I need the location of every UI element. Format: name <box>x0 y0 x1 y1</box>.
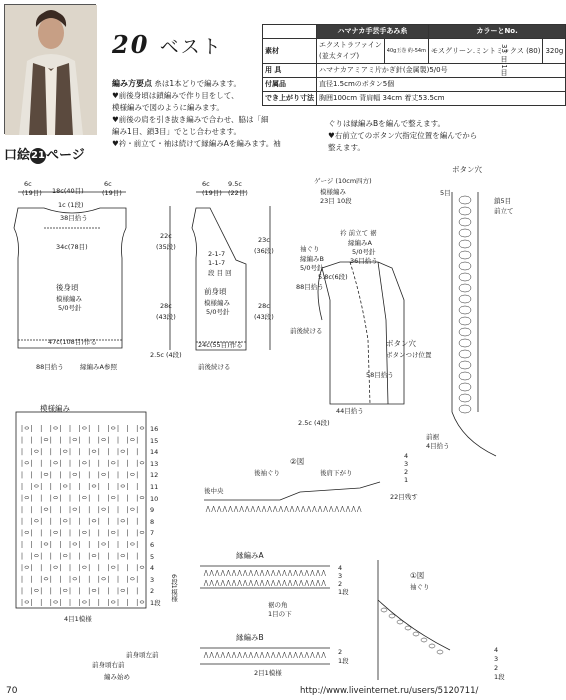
edge-stitch-mark <box>217 506 221 512</box>
chain-mark <box>44 508 48 510</box>
chain-mark <box>63 450 67 452</box>
front-bottom-width: 24c(55目)作る <box>198 341 243 349</box>
armhole-stitch-mark <box>421 638 427 642</box>
buttonhole-loop-mark <box>459 372 471 380</box>
instructions-heading: 編み方要点 <box>112 79 152 88</box>
side-rows-4: (43段) <box>254 313 274 321</box>
edge-stitch-mark <box>288 580 292 586</box>
edge-stitch-mark <box>282 652 286 658</box>
table-row: でき上がり寸法 胸囲100cm 背肩幅 34cm 着丈53.5cm <box>263 92 566 106</box>
back-pick-label: 38目拾う <box>60 214 88 222</box>
chain-mark <box>44 473 48 475</box>
chain-mark <box>25 496 29 498</box>
chain-mark <box>73 438 77 440</box>
button-position-label: ボタンつけ位置 <box>386 351 432 359</box>
edge-stitch-mark <box>316 570 320 576</box>
edge-stitch-mark <box>210 652 214 658</box>
edge-stitch-mark <box>256 506 260 512</box>
edge-stitch-mark <box>271 580 275 586</box>
buttonhole-chain: 鎖5目 <box>494 197 512 205</box>
armhole-hook: 5/0号針 <box>300 264 324 272</box>
edge-stitch-mark <box>322 570 326 576</box>
buttonhole-loop-mark <box>459 240 471 248</box>
instructions: 編み方要点 糸は1本どりで編みます。 ♥前後身頃は鎖編みで作り目をして、 模様編みで図のように編みます。 ♥前後の肩を引き抜き編みで合わせ、脇は「細 編み1目、鎖3目」でとじ合わせます。 ♥衿・前立て・袖は続けて縁編みAを編みます。袖 <box>112 79 281 148</box>
back-body-label: 後身頃 <box>56 283 79 292</box>
page-edge-text: 33 目 1目 <box>500 44 508 76</box>
front-body-label: 前身頃 <box>204 287 227 296</box>
front-body-outline <box>192 208 246 350</box>
edge-stitch-mark <box>288 570 292 576</box>
hem-pick: 44目拾う <box>336 407 364 415</box>
chain-mark <box>54 496 58 498</box>
chain-mark <box>111 531 115 533</box>
buttonhole-loop-mark <box>459 394 471 402</box>
chain-mark <box>73 508 77 510</box>
buttonhole-loop-mark <box>459 262 471 270</box>
edge-stitch-mark <box>232 652 236 658</box>
edge-a-note-2: 1目の下 <box>268 610 292 618</box>
chain-mark <box>73 543 77 545</box>
edge-stitch-mark <box>204 652 208 658</box>
edge-stitch-mark <box>357 506 361 512</box>
source-url: http://www.liveinternet.ru/users/5120711/ <box>300 686 479 696</box>
chain-mark <box>44 578 48 580</box>
buttonhole-loop-mark <box>459 317 471 325</box>
chain-mark <box>140 462 144 464</box>
fig1-subtitle: 袖ぐり <box>410 583 430 591</box>
instructions-continued: ぐりは縁編みBを編んで整えます。 ♥右前立てのボタン穴指定位置を編んでから 整えます。 <box>328 119 478 152</box>
page-ref-number: 21 <box>30 148 46 164</box>
chain-mark <box>63 554 67 556</box>
back-top-rows-right: (19目) <box>102 189 122 197</box>
side-rows-3: (36段) <box>254 247 274 255</box>
chain-mark <box>82 601 86 603</box>
table-row: 素材 エクストラファイン (並太タイプ) 40g玉巻 約-54m モスグリーン.ミントミックス (80) 320g <box>263 39 566 64</box>
buttonhole-loop-mark <box>459 361 471 369</box>
chain-mark <box>92 520 96 522</box>
edge-stitch-mark <box>288 652 292 658</box>
fig2-title: ②図 <box>290 457 305 466</box>
edge-stitch-mark <box>324 506 328 512</box>
fig2-left-caption: 後袖ぐり <box>254 469 280 477</box>
edge-stitch-mark <box>232 580 236 586</box>
armhole-stitch-mark <box>389 614 395 618</box>
fig1-rows: 4 3 2 1段 <box>494 646 505 681</box>
front-bottom-pick: 前後続ける <box>198 363 231 371</box>
chain-mark <box>54 531 58 533</box>
pattern-start-left: 前身頃右前 <box>92 661 125 669</box>
buttonhole-loop-mark <box>459 284 471 292</box>
page-ref-prefix: 口絵 <box>4 148 31 163</box>
chain-mark <box>130 438 134 440</box>
edge-stitch-mark <box>271 652 275 658</box>
edge-stitch-mark <box>260 652 264 658</box>
front-top-rows-right: (22目) <box>228 189 248 197</box>
chain-mark <box>140 427 144 429</box>
edge-stitch-mark <box>226 652 230 658</box>
buttonhole-loop-mark <box>459 273 471 281</box>
chain-mark <box>102 473 106 475</box>
edge-stitch-mark <box>243 580 247 586</box>
chain-mark <box>121 554 125 556</box>
pattern-start-right: 前身頃左前 <box>126 651 159 659</box>
edge-stitch-mark <box>279 506 283 512</box>
edge-stitch-mark <box>226 580 230 586</box>
edge-stitch-mark <box>305 580 309 586</box>
chain-mark <box>140 601 144 603</box>
chain-mark <box>102 438 106 440</box>
armhole-stitch-mark <box>381 608 387 612</box>
chain-mark <box>34 589 38 591</box>
edge-stitch-mark <box>206 506 210 512</box>
chain-mark <box>102 508 106 510</box>
front-top-dim-left: 6c <box>202 180 210 188</box>
edge-stitch-mark <box>290 506 294 512</box>
chain-mark <box>82 496 86 498</box>
chain-mark <box>111 462 115 464</box>
chain-mark <box>140 566 144 568</box>
edge-stitch-mark <box>254 580 258 586</box>
chain-mark <box>25 462 29 464</box>
fig1-title: ①図 <box>410 571 425 580</box>
buttonhole-loop-mark <box>459 328 471 336</box>
edge-stitch-mark <box>228 506 232 512</box>
edge-stitch-mark <box>262 506 266 512</box>
chain-mark <box>121 520 125 522</box>
edge-stitch-mark <box>340 506 344 512</box>
edge-stitch-mark <box>322 580 326 586</box>
chain-mark <box>54 566 58 568</box>
edge-stitch-mark <box>254 652 258 658</box>
chain-mark <box>25 531 29 533</box>
edge-stitch-mark <box>305 652 309 658</box>
collar-hook: 5/0号針 <box>352 248 376 256</box>
table-header-color: カラーとNo. <box>428 25 565 39</box>
pattern-chart-rows: 16 15 14 13 12 11 10 9 8 7 6 5 4 3 2 1段 <box>150 425 161 607</box>
back-edging-ref: 縁編みA参照 <box>80 363 117 371</box>
edge-stitch-mark <box>268 506 272 512</box>
pattern-stitch-repeat: 4目1模様 <box>64 615 92 623</box>
front-top-dim-right: 9.5c <box>228 180 242 188</box>
edge-stitch-mark <box>266 652 270 658</box>
front-hem-note: 前裾 <box>426 433 439 441</box>
chain-mark <box>111 496 115 498</box>
front-dec-1: 2-1-7 <box>208 250 226 258</box>
edge-stitch-mark <box>221 570 225 576</box>
table-header-yarn: ハマナカ手芸手あみ糸 <box>317 25 429 39</box>
chain-mark <box>34 485 38 487</box>
chain-mark <box>34 554 38 556</box>
edge-stitch-mark <box>221 652 225 658</box>
back-bottom-pick: 88目拾う <box>36 363 64 371</box>
buttonhole-count: 5目 <box>440 189 451 197</box>
chain-mark <box>44 543 48 545</box>
edge-stitch-mark <box>329 506 333 512</box>
edge-stitch-mark <box>249 652 253 658</box>
edge-stitch-mark <box>282 570 286 576</box>
edge-stitch-mark <box>352 506 356 512</box>
edge-stitch-mark <box>215 580 219 586</box>
armhole-stitch-mark <box>437 650 443 654</box>
edge-stitch-mark <box>215 570 219 576</box>
edge-stitch-mark <box>221 580 225 586</box>
edge-stitch-mark <box>226 570 230 576</box>
front-top-rows-left: (19目) <box>202 189 222 197</box>
edge-stitch-mark <box>210 580 214 586</box>
assembly-hem-depth: 2.5c (4段) <box>298 419 330 427</box>
edge-stitch-mark <box>277 580 281 586</box>
front-dec-2: 1-1-7 <box>208 259 226 267</box>
chain-mark <box>92 450 96 452</box>
chain-mark <box>140 496 144 498</box>
buttonhole-band: 前立て <box>494 207 514 215</box>
edge-stitch-mark <box>277 652 281 658</box>
edge-stitch-mark <box>282 580 286 586</box>
chain-mark <box>34 450 38 452</box>
buttonhole-loop-mark <box>459 306 471 314</box>
buttonhole-loop-mark <box>459 383 471 391</box>
edge-stitch-mark <box>232 570 236 576</box>
back-body-outline <box>14 208 126 348</box>
chain-mark <box>92 554 96 556</box>
table-row: 付属品 直径1.5cmのボタン5個 <box>263 78 566 92</box>
edge-stitch-mark <box>312 506 316 512</box>
edge-stitch-mark <box>243 652 247 658</box>
chain-mark <box>44 438 48 440</box>
chain-mark <box>73 473 77 475</box>
fig2-count: 22目残す <box>390 493 418 501</box>
gauge-count: 23目 10段 <box>320 197 352 205</box>
edge-stitch-mark <box>307 506 311 512</box>
back-body-hook: 5/0号針 <box>58 304 82 312</box>
fig2-line <box>204 482 380 500</box>
side-dim-4: 28c <box>258 302 270 310</box>
pattern-chart-title: 模様編み <box>40 404 70 413</box>
edge-stitch-mark <box>301 506 305 512</box>
chain-mark <box>82 462 86 464</box>
edge-b-rows: 2 1段 <box>338 648 349 665</box>
edge-stitch-mark <box>310 580 314 586</box>
front-band-pick: 58目拾う <box>366 371 394 379</box>
side-dim-2: 28c <box>160 302 172 310</box>
chain-mark <box>82 427 86 429</box>
edge-stitch-mark <box>294 652 298 658</box>
edge-stitch-mark <box>273 506 277 512</box>
back-neck-label: 1c (1段) <box>58 201 84 209</box>
neck-pick: 36目拾う <box>350 257 378 265</box>
edge-stitch-mark <box>204 580 208 586</box>
edge-stitch-mark <box>249 570 253 576</box>
chain-mark <box>92 485 96 487</box>
chain-mark <box>111 566 115 568</box>
side-dim-3: 23c <box>258 236 270 244</box>
edge-stitch-mark <box>335 506 339 512</box>
edge-stitch-mark <box>212 506 216 512</box>
buttonhole-label: ボタン穴 <box>386 339 416 348</box>
front-body-hook: 5/0号針 <box>206 308 230 316</box>
edge-stitch-mark <box>249 580 253 586</box>
edge-stitch-mark <box>318 506 322 512</box>
fig2-right-caption: 後肩下がり <box>320 469 353 477</box>
armhole-stitch: 縁編みB <box>300 255 324 263</box>
chain-mark <box>25 566 29 568</box>
edge-a-rows: 4 3 2 1段 <box>338 564 349 596</box>
chain-mark <box>54 601 58 603</box>
edge-stitch-mark <box>223 506 227 512</box>
assembly-outline <box>322 262 404 404</box>
side-dim-1: 22c <box>160 232 172 240</box>
page-number: 70 <box>6 686 18 696</box>
edge-stitch-mark <box>266 570 270 576</box>
edge-stitch-mark <box>277 570 281 576</box>
chain-mark <box>121 485 125 487</box>
edge-stitch-mark <box>260 580 264 586</box>
edge-stitch-mark <box>238 570 242 576</box>
edge-b-repeat: 2目1模様 <box>254 669 282 677</box>
front-dec-3: 段 目 回 <box>208 269 232 277</box>
edge-stitch-mark <box>294 580 298 586</box>
buttonhole-loop-mark <box>459 229 471 237</box>
edge-stitch-mark <box>322 652 326 658</box>
buttonhole-loop-mark <box>459 196 471 204</box>
chain-mark <box>54 427 58 429</box>
edge-stitch-mark <box>299 570 303 576</box>
chain-mark <box>102 543 106 545</box>
buttonhole-loop-mark <box>459 405 471 413</box>
edge-stitch-mark <box>260 570 264 576</box>
edge-stitch-mark <box>316 652 320 658</box>
chain-mark <box>82 566 86 568</box>
chain-mark <box>92 589 96 591</box>
fig2-center: 後中央 <box>204 487 224 495</box>
edge-stitch-mark <box>254 570 258 576</box>
armhole-pick: 88目拾う <box>296 283 324 291</box>
edge-stitch-mark <box>310 652 314 658</box>
armhole-stitch-mark <box>413 632 419 636</box>
edge-stitch-mark <box>238 580 242 586</box>
chain-mark <box>63 589 67 591</box>
chain-mark <box>140 531 144 533</box>
chain-mark <box>82 531 86 533</box>
hem-depth: 2.5c (4段) <box>150 351 182 359</box>
chain-mark <box>130 473 134 475</box>
edge-stitch-mark <box>299 652 303 658</box>
buttonhole-loop-mark <box>459 339 471 347</box>
edge-stitch-mark <box>204 570 208 576</box>
assembly-side-pick: 前後続ける <box>290 327 323 335</box>
edge-stitch-mark <box>294 570 298 576</box>
edge-stitch-mark <box>245 506 249 512</box>
buttonhole-chart-title: ボタン穴 <box>452 165 482 174</box>
buttonhole-loop-mark <box>459 251 471 259</box>
page-ref-suffix: ページ <box>46 148 85 163</box>
edge-stitch-mark <box>243 570 247 576</box>
chain-mark <box>63 520 67 522</box>
chain-mark <box>34 520 38 522</box>
armhole-stitch-mark <box>429 644 435 648</box>
chain-mark <box>130 578 134 580</box>
edge-a-title: 縁編みA <box>236 551 264 560</box>
chain-mark <box>111 427 115 429</box>
gauge-title: ゲージ (10cm四方) <box>314 177 372 185</box>
back-top-dim-center: 18c(40目) <box>52 187 84 195</box>
side-rows-1: (35段) <box>156 243 176 251</box>
edge-b-title: 縁編みB <box>236 633 264 642</box>
table-row: 用 具 ハマナカアミアミ片かぎ針(金属製)5/0号 <box>263 64 566 78</box>
back-top-rows-left: (19目) <box>22 189 42 197</box>
pattern-number: 20 <box>112 30 150 59</box>
chain-mark <box>73 578 77 580</box>
edge-stitch-mark <box>266 580 270 586</box>
edge-stitch-mark <box>210 570 214 576</box>
edge-stitch-mark <box>296 506 300 512</box>
edge-stitch-mark <box>251 506 255 512</box>
chain-mark <box>130 543 134 545</box>
back-bottom-width: 47c(108目)作る <box>48 338 97 346</box>
back-top-dim-left: 6c <box>24 180 32 188</box>
pattern-chart-frame <box>16 412 146 608</box>
armhole-stitch-mark <box>405 626 411 630</box>
front-body-stitch: 模様編み <box>204 299 230 307</box>
edge-stitch-mark <box>240 506 244 512</box>
armhole-label: 袖ぐり <box>300 245 320 253</box>
edge-stitch-mark <box>215 652 219 658</box>
collar-stitch: 縁編みA <box>348 239 372 247</box>
buttonhole-loop-mark <box>459 218 471 226</box>
chain-mark <box>63 485 67 487</box>
back-body-stitch: 模様編み <box>56 295 82 303</box>
collar-label: 衿 前立て 裾 <box>340 229 377 237</box>
edge-a-note-1: 裾の角 <box>268 601 288 609</box>
chain-mark <box>121 450 125 452</box>
chain-mark <box>111 601 115 603</box>
front-hem-pick: 4目拾う <box>426 442 450 450</box>
armhole-stitch-mark <box>397 620 403 624</box>
edge-stitch-mark <box>316 580 320 586</box>
buttonhole-rows: 4 3 2 1 <box>404 452 409 484</box>
buttonhole-loop-mark <box>459 350 471 358</box>
edge-stitch-mark <box>310 570 314 576</box>
chain-mark <box>54 462 58 464</box>
pattern-start-label: 編み始め <box>104 673 130 681</box>
buttonhole-loop-mark <box>459 295 471 303</box>
armhole-depth: 5.8c(6段) <box>318 273 348 281</box>
pattern-name: ベスト <box>159 36 223 58</box>
pattern-row-repeat: 6段1模様 <box>170 574 178 602</box>
chain-mark <box>102 578 106 580</box>
chain-mark <box>121 589 125 591</box>
chain-mark <box>25 427 29 429</box>
buttonhole-loop-mark <box>459 207 471 215</box>
back-chest-width: 34c(78目) <box>56 243 88 251</box>
edge-stitch-mark <box>346 506 350 512</box>
back-top-dim-right: 6c <box>104 180 112 188</box>
edge-stitch-mark <box>234 506 238 512</box>
edge-stitch-mark <box>305 570 309 576</box>
gauge-stitch: 模様編み <box>320 188 346 196</box>
edge-stitch-mark <box>271 570 275 576</box>
edge-stitch-mark <box>299 580 303 586</box>
edge-stitch-mark <box>284 506 288 512</box>
side-rows-2: (43段) <box>156 313 176 321</box>
chain-mark <box>130 508 134 510</box>
edge-stitch-mark <box>238 652 242 658</box>
chain-mark <box>25 601 29 603</box>
